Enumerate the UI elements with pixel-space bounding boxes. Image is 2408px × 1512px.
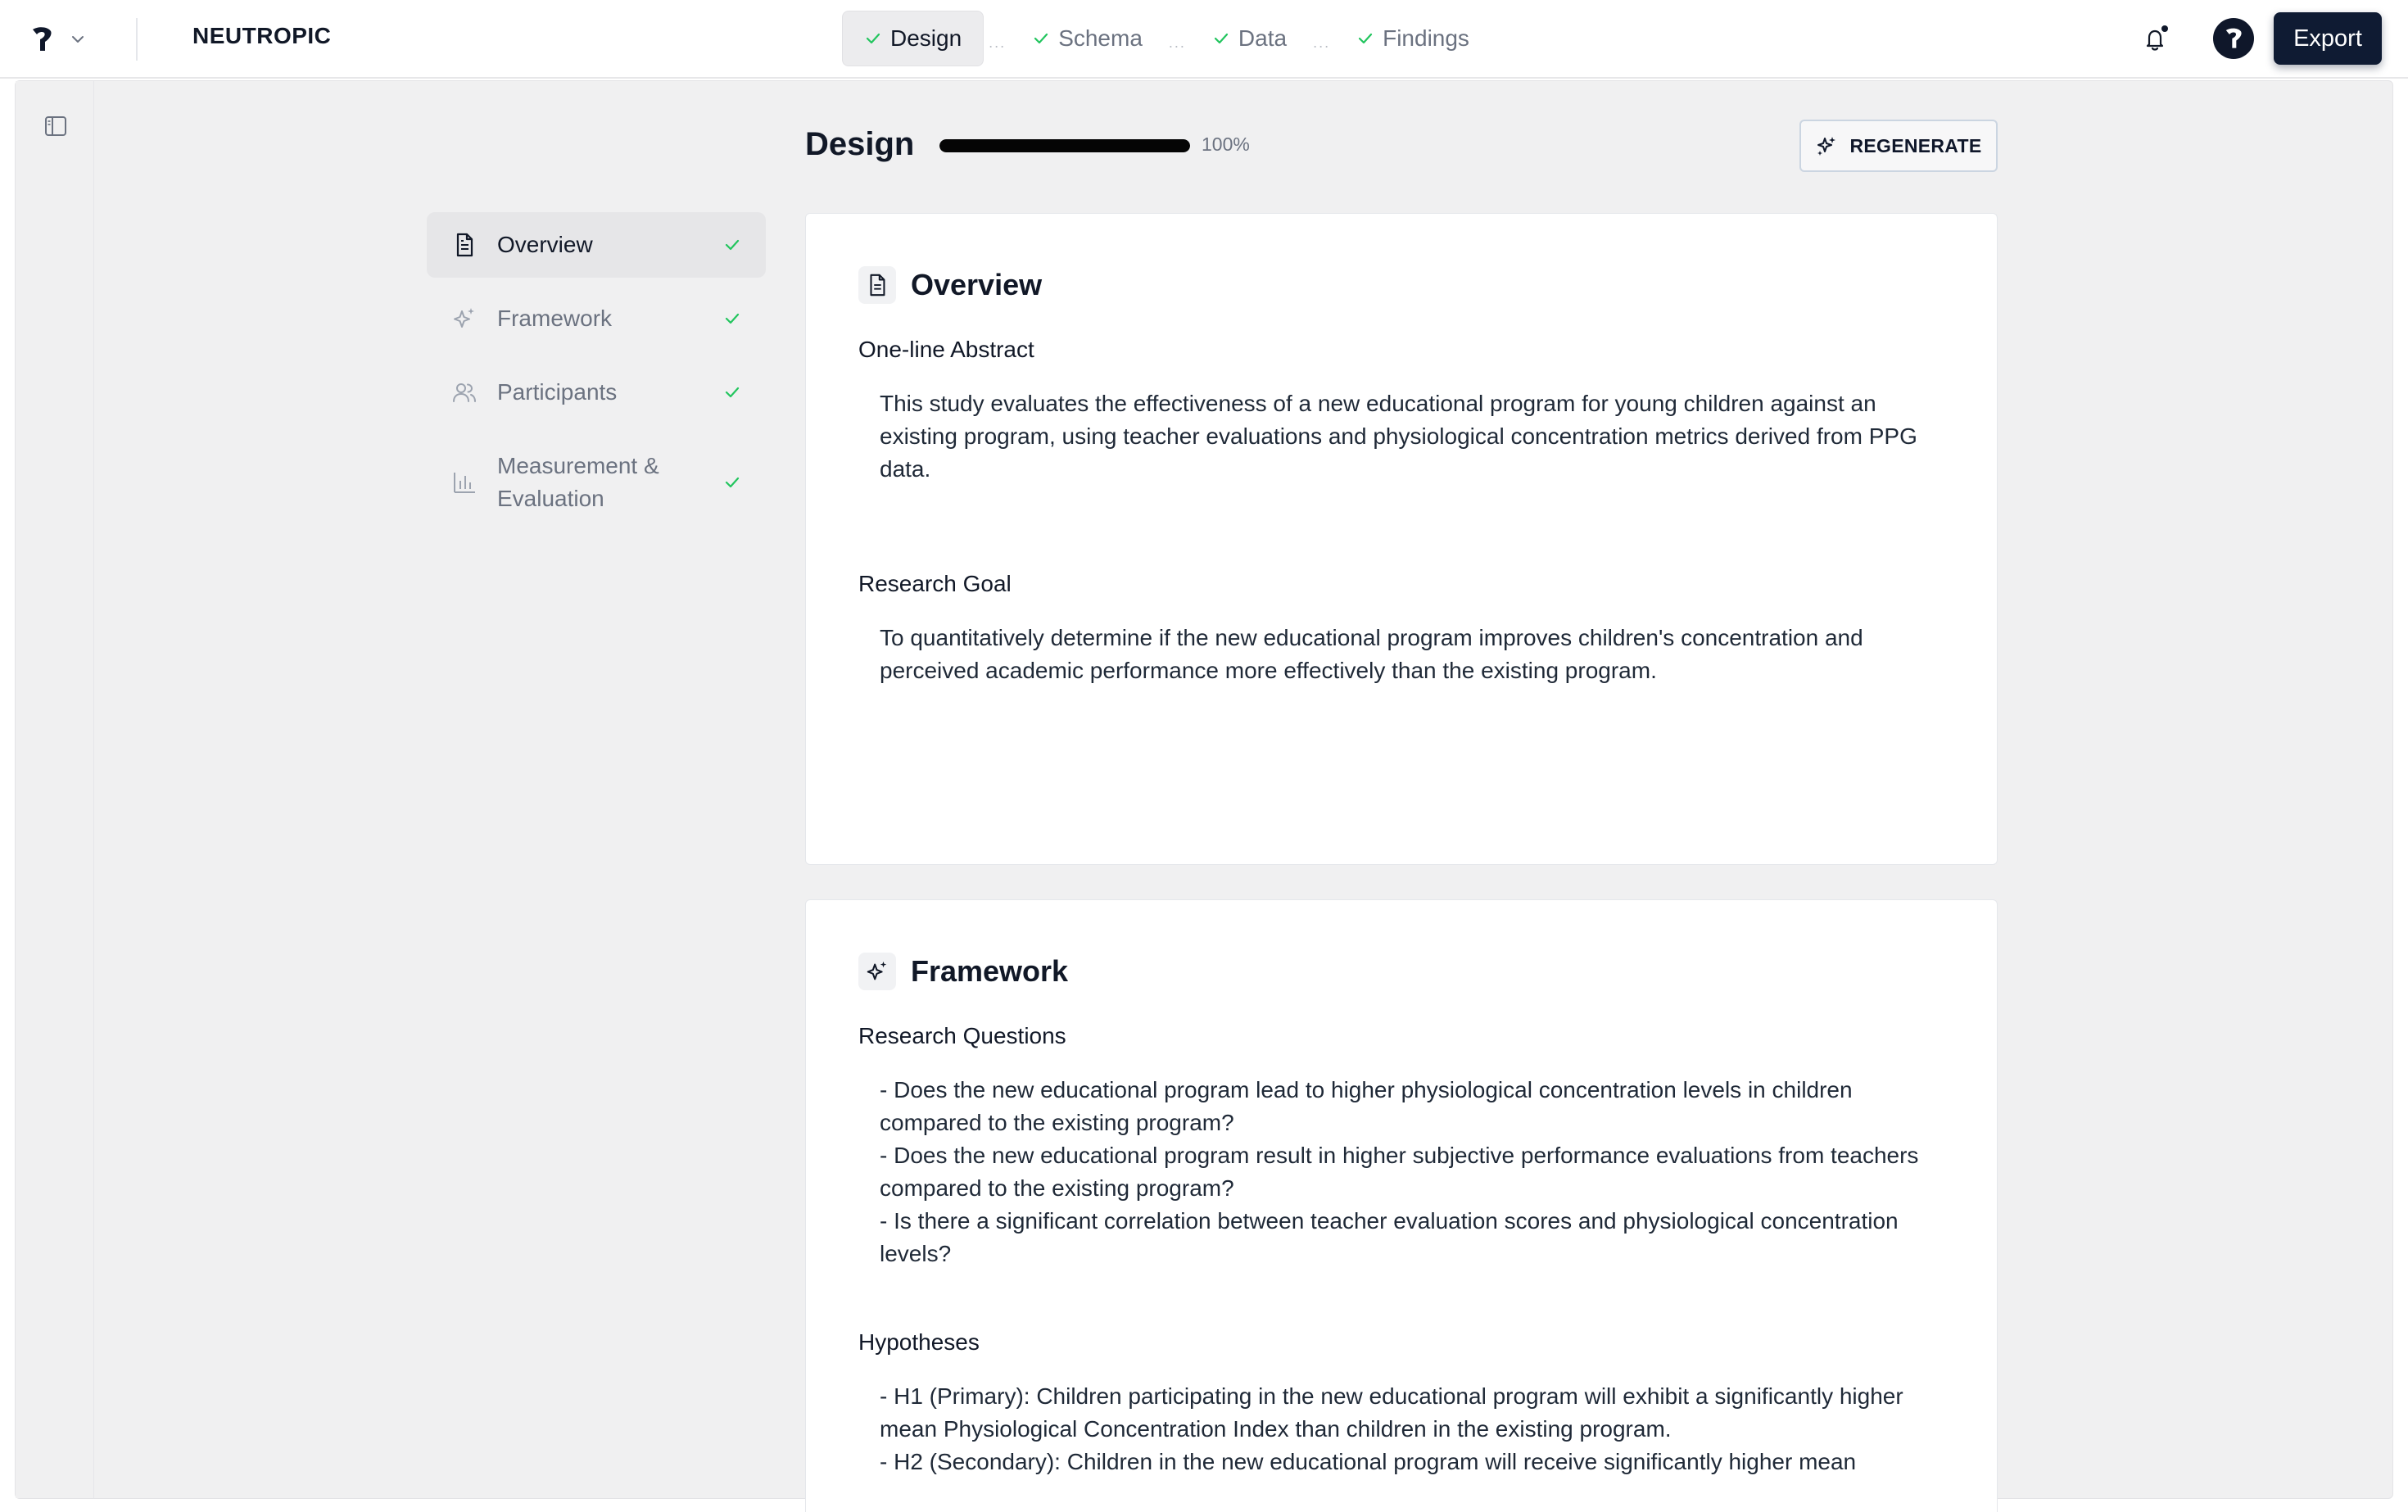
card-title: Overview: [911, 268, 1043, 301]
progress-bar: [939, 139, 1190, 152]
list-item: - H2 (Secondary): Children in the new educational program will receive significantly higher mean: [880, 1449, 1857, 1474]
users-icon: [451, 379, 478, 405]
step-label: Design: [890, 25, 962, 51]
framework-card: [805, 899, 1998, 1512]
page-title: Design: [805, 126, 915, 162]
field-label: Hypotheses: [858, 1329, 980, 1355]
check-icon: [864, 29, 882, 48]
workspace-switcher[interactable]: [29, 18, 87, 61]
left-rail: [16, 81, 94, 1498]
regenerate-label: REGENERATE: [1849, 134, 1982, 156]
progress-fill: [939, 139, 1190, 152]
app-logo-icon: [29, 25, 54, 54]
sidebar-toggle-icon[interactable]: [43, 114, 68, 138]
step-label: Data: [1238, 25, 1288, 51]
section-nav: [427, 212, 766, 540]
progress-label: 100%: [1202, 134, 1250, 155]
step-design[interactable]: [842, 11, 984, 66]
workspace-panel: [15, 80, 2393, 1499]
sparkles-icon: [858, 953, 896, 990]
hypotheses-text[interactable]: [858, 1380, 1944, 1478]
nav-item-measurement[interactable]: [427, 433, 766, 532]
sparkles-icon: [1815, 134, 1838, 157]
step-label: Schema: [1058, 25, 1143, 51]
step-schema[interactable]: [1011, 11, 1164, 66]
step-separator: ...: [1168, 34, 1186, 51]
regenerate-button[interactable]: [1799, 120, 1998, 172]
nav-item-label: Framework: [497, 306, 613, 331]
document-icon: [858, 266, 896, 304]
nav-item-label: Overview: [497, 232, 593, 257]
topbar-divider: [136, 18, 138, 61]
app-logo-icon: [2223, 26, 2244, 51]
check-icon: [1032, 29, 1050, 48]
check-icon: [723, 236, 741, 254]
check-icon: [1212, 29, 1230, 48]
check-icon: [723, 383, 741, 401]
abstract-text[interactable]: This study evaluates the effectiveness of a new educational program for young children against an existing program, using teacher evaluations and physiological concentration metrics derived from PPG data.: [880, 391, 1917, 482]
research-goal-text[interactable]: To quantitatively determine if the new educational program improves children's concentration and perceived academic performance more effectively than the existing program.: [880, 625, 1863, 683]
step-label: Findings: [1383, 25, 1469, 51]
check-icon: [1356, 29, 1374, 48]
field-label: Research Goal: [858, 571, 1012, 596]
sparkles-icon: [451, 306, 478, 332]
list-item: - Does the new educational program lead to higher physiological concentration levels in children compared to the existing program?: [880, 1077, 1853, 1135]
nav-item-framework[interactable]: [427, 286, 766, 351]
step-findings[interactable]: [1335, 11, 1491, 66]
research-questions-text[interactable]: [858, 1074, 1944, 1270]
user-avatar[interactable]: [2213, 18, 2254, 59]
workflow-steps: [842, 11, 1491, 66]
notifications-button[interactable]: [2138, 21, 2174, 57]
check-icon: [723, 310, 741, 328]
export-button[interactable]: Export: [2274, 12, 2382, 65]
brand-name: NEUTROPIC: [192, 23, 332, 48]
bell-icon: [2138, 21, 2174, 57]
card-title: Framework: [911, 954, 1069, 988]
step-separator: ...: [989, 34, 1007, 51]
check-icon: [723, 473, 741, 491]
field-label: One-line Abstract: [858, 337, 1034, 362]
nav-item-label: Participants: [497, 379, 618, 405]
nav-item-participants[interactable]: [427, 360, 766, 425]
nav-item-label: Measurement & Evaluation: [497, 453, 659, 511]
chevron-down-icon: [69, 30, 87, 48]
document-icon: [451, 232, 478, 258]
list-item: - H1 (Primary): Children participating in the new educational program will exhibit a significantly higher mean Physiological Concentration Index than children in the existing program.: [880, 1383, 1903, 1442]
list-item: - Is there a significant correlation between teacher evaluation scores and physiological concentration levels?: [880, 1208, 1899, 1266]
top-bar: [0, 0, 2408, 79]
step-data[interactable]: [1191, 11, 1308, 66]
list-item: - Does the new educational program result in higher subjective performance evaluations from teachers compared to the existing program?: [880, 1143, 1919, 1201]
field-label: Research Questions: [858, 1023, 1066, 1048]
step-separator: ...: [1313, 34, 1331, 51]
nav-item-overview[interactable]: [427, 212, 766, 278]
bar-chart-icon: [451, 469, 478, 496]
overview-card: [805, 213, 1998, 865]
